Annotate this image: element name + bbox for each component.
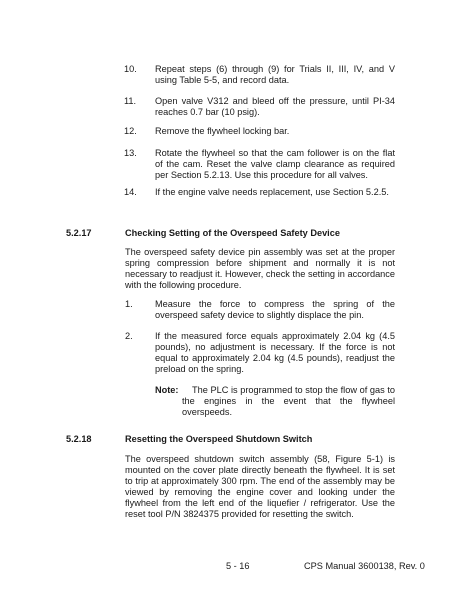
document-id: CPS Manual 3600138, Rev. 0: [304, 561, 425, 571]
step-text: Rotate the flywheel so that the cam follower is on the flat of the cam. Reset the valve clamp clearance as required per Section 5.2.13. Use this procedure for all valves.: [155, 148, 395, 180]
step-text: If the engine valve needs replacement, use Section 5.2.5.: [155, 187, 389, 197]
section-number: 5.2.18: [66, 434, 92, 444]
step-number: 14.: [124, 187, 137, 197]
step-text: If the measured force equals approximately 2.04 kg (4.5 pounds), no adjustment is necessary. If the force is not equal to approximately 2.04 kg (4.5 pounds), readjust the preload on the spring.: [155, 331, 395, 374]
step-text: Repeat steps (6) through (9) for Trials II, III, IV, and V using Table 5-5, and record data.: [155, 64, 395, 85]
step-text: Remove the flywheel locking bar.: [155, 126, 290, 136]
step-number: 1.: [125, 299, 133, 309]
section-number: 5.2.17: [66, 228, 92, 238]
section-intro: The overspeed safety device pin assembly was set at the proper spring compression before shipment and normally it is not necessary to readjust it. However, check the setting in accordance with the following procedure.: [125, 247, 395, 290]
note-text: The PLC is programmed to stop the flow of gas to the engines in the event that the flywheel overspeeds.: [182, 385, 395, 417]
step-number: 11.: [124, 96, 137, 106]
step-number: 2.: [125, 331, 133, 341]
step-number: 12.: [124, 126, 137, 136]
page-number: 5 - 16: [226, 561, 250, 571]
step-text: Open valve V312 and bleed off the pressure, until PI-34 reaches 0.7 bar (10 psig).: [155, 96, 395, 117]
step-number: 13.: [124, 148, 137, 158]
step-text: Measure the force to compress the spring of the overspeed safety device to slightly displace the pin.: [155, 299, 395, 320]
section-title: Resetting the Overspeed Shutdown Switch: [125, 434, 313, 444]
section-title: Checking Setting of the Overspeed Safety Device: [125, 228, 340, 238]
note-label: Note:: [155, 385, 179, 395]
step-number: 10.: [124, 64, 137, 74]
section-body: The overspeed shutdown switch assembly (58, Figure 5-1) is mounted on the cover plate directly beneath the flywheel. It is set to trip at approximately 300 rpm. The end of the assembly may be viewed by removing the engine cover and looking under the flywheel from the left end of the liquefier / refrigerator. Use the reset tool P/N 3824375 provided for resetting the switch.: [125, 454, 395, 519]
